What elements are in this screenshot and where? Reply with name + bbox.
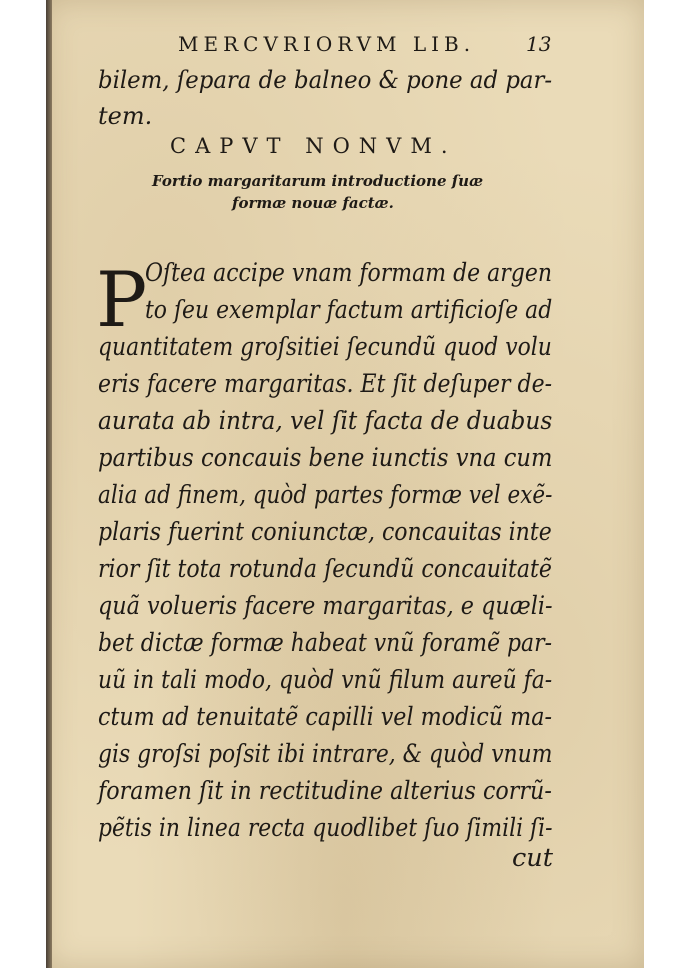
- continuation-line-2: tem.: [98, 102, 153, 130]
- body-line: eris facere margaritas. Et ſit deſuper de-: [98, 369, 553, 399]
- body-line: rior ſit tota rotunda ſecundũ concauitatẽ: [98, 554, 552, 584]
- body-line: bet dictæ formæ habeat vnũ foramẽ par-: [98, 628, 553, 658]
- body-line: alia ad finem, quòd partes formæ vel exẽ-: [98, 480, 553, 510]
- body-line: foramen ſit in rectitudine alterius corrũ-: [98, 776, 552, 806]
- chapter-subtitle-line-2: formæ nouæ factæ.: [232, 194, 394, 212]
- body-line: partibus concauis bene iunctis vna cum: [98, 443, 553, 473]
- body-line: quã volueris facere margaritas, e quæli-: [98, 591, 553, 621]
- drop-cap-initial: P: [96, 255, 148, 344]
- page-number: 13: [526, 32, 552, 56]
- catchword: cut: [512, 843, 553, 873]
- chapter-subtitle-line-1: Fortio margaritarum introductione ſuæ: [152, 172, 484, 190]
- body-line: aurata ab intra, vel ſit facta de duabus: [98, 406, 553, 436]
- body-line: Oſtea accipe vnam formam de argen: [145, 258, 552, 288]
- body-line: quantitatem groſsitiei ſecundũ quod volu: [98, 332, 552, 362]
- body-line: plaris fuerint coniunctæ, concauitas inte: [98, 517, 552, 547]
- running-title: MERCVRIORVM LIB.: [178, 32, 476, 56]
- body-line: ctum ad tenuitatẽ capilli vel modicũ ma-: [98, 702, 552, 732]
- body-line: uũ in tali modo, quòd vnũ filum aureũ fa-: [98, 665, 553, 695]
- body-line: to ſeu exemplar factum artificioſe ad: [145, 295, 553, 325]
- chapter-heading: CAPVT NONVM.: [170, 134, 457, 158]
- continuation-line-1: bilem, ſepara de balneo & pone ad par-: [98, 66, 553, 94]
- page-gutter: [46, 0, 52, 968]
- body-line: gis groſsi poſsit ibi intrare, & quòd vnum: [98, 739, 553, 769]
- body-line: pẽtis in linea recta quodlibet ſuo ſimili ſi-: [98, 813, 553, 843]
